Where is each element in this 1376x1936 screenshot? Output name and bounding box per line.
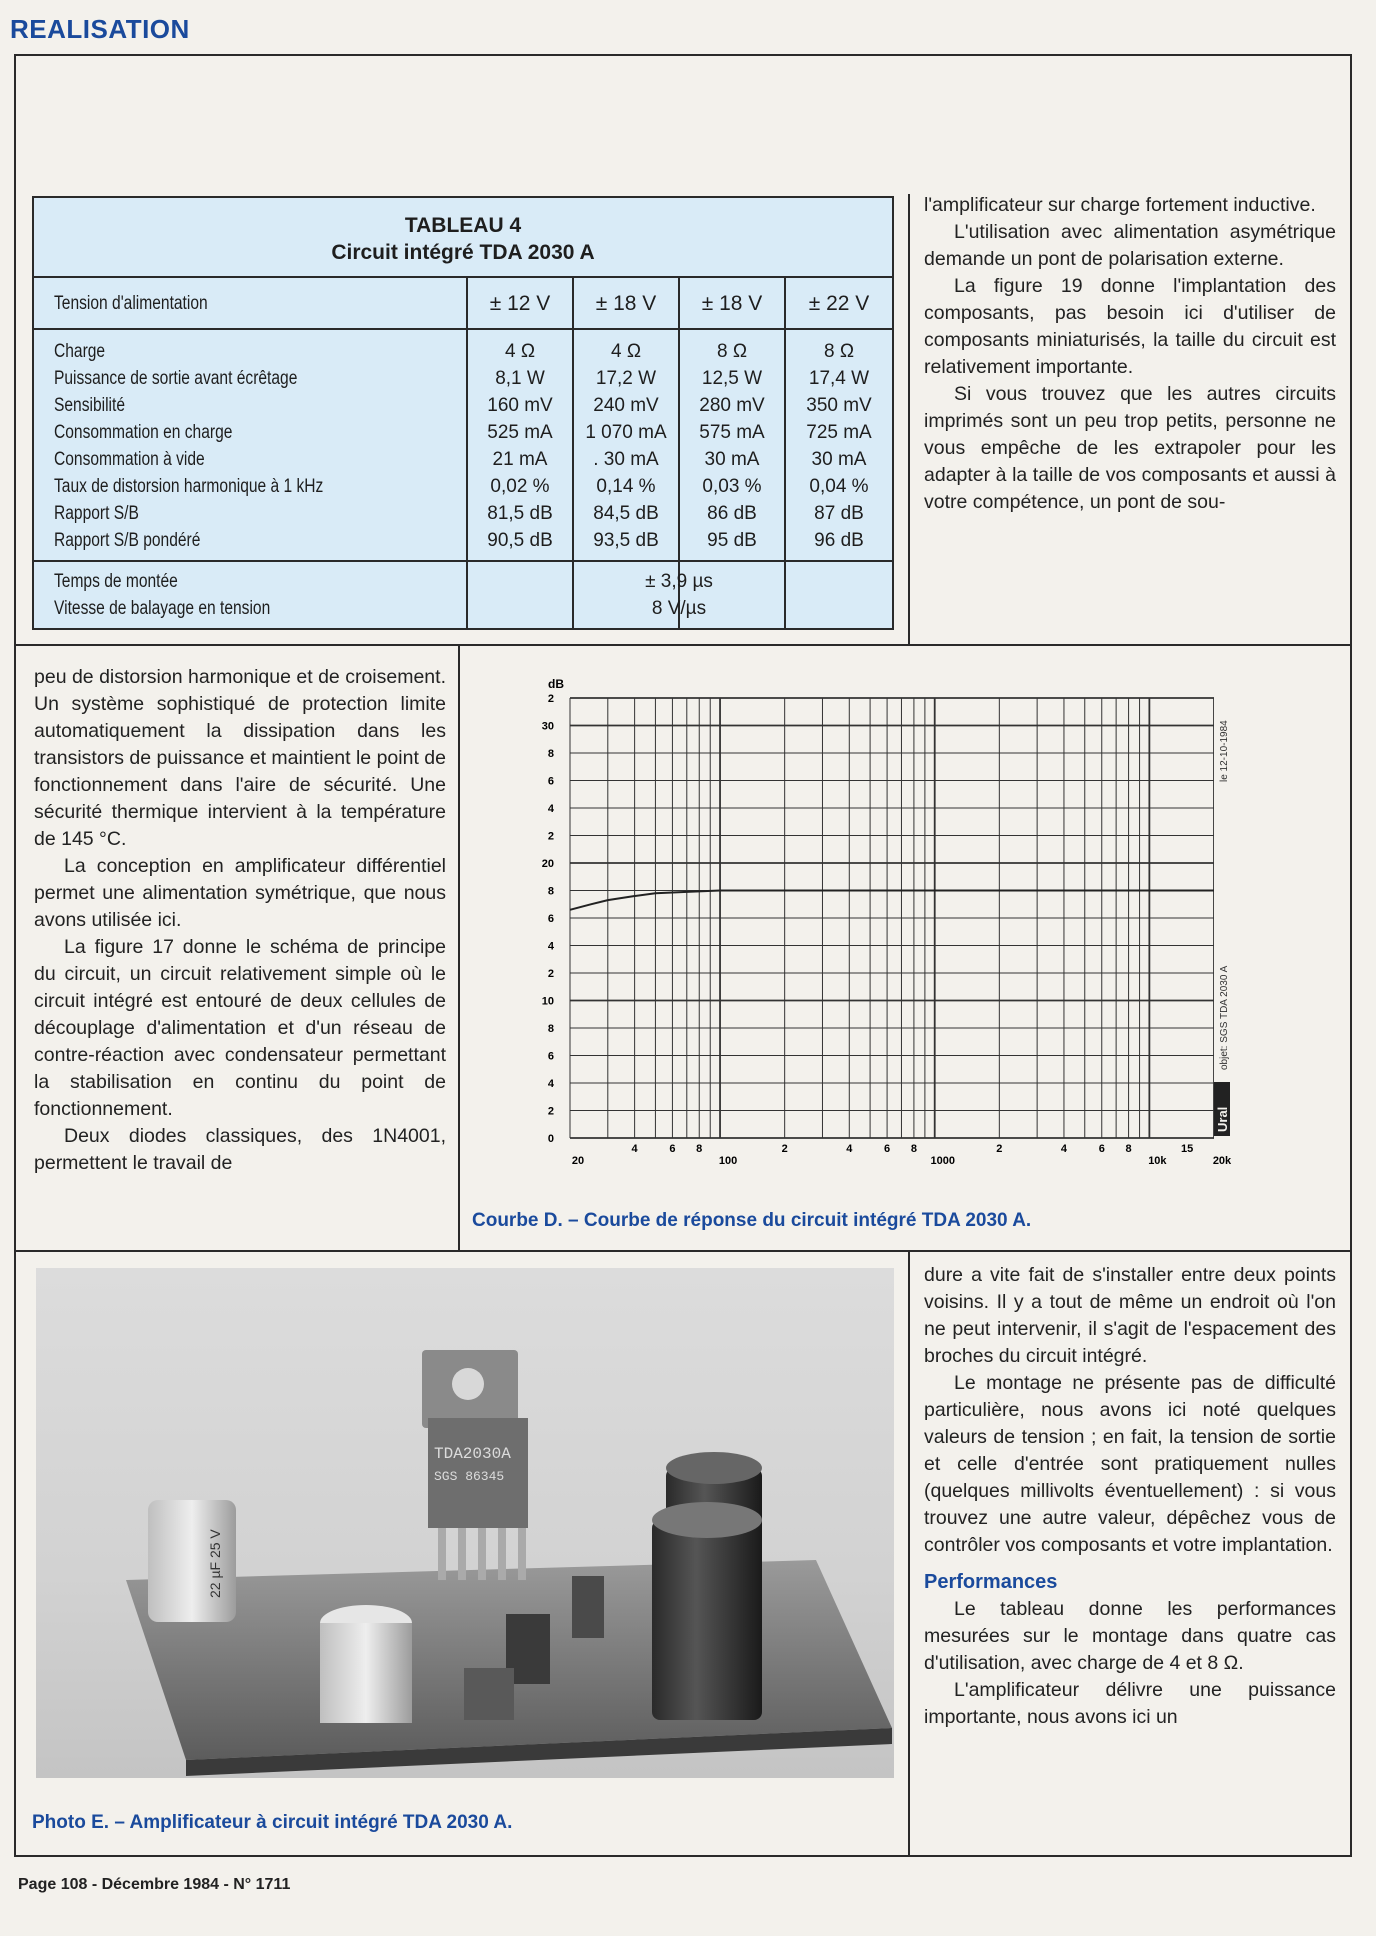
divider-middle	[14, 1250, 1352, 1252]
amplifier-photo-drawing	[36, 1268, 894, 1778]
table-row-label: Puissance de sortie avant écrêtage	[54, 368, 298, 389]
y-tick-label: 4	[547, 1078, 554, 1090]
table-cell: 575 mA	[699, 422, 765, 443]
side-label-object: objet: SGS TDA 2030 A	[1219, 965, 1230, 1070]
divider-v-top	[908, 194, 910, 644]
table-cell: 0,03 %	[702, 476, 762, 497]
table-row-label: Temps de montée	[54, 571, 178, 592]
section-heading-performances: Performances	[924, 1571, 1058, 1593]
amplifier-photo	[36, 1268, 894, 1778]
table-row-label: Charge	[54, 341, 106, 362]
x-tick-label: 6	[669, 1143, 676, 1155]
chart-caption: Courbe D. – Courbe de réponse du circuit intégré TDA 2030 A.	[472, 1210, 1032, 1231]
x-tick-label: 8	[910, 1143, 917, 1155]
table-row-label: Consommation à vide	[54, 449, 205, 470]
y-tick-label: 2	[547, 693, 554, 705]
x-tick-label: 15	[1181, 1143, 1194, 1155]
small-component	[464, 1668, 514, 1720]
text-column-right-top	[924, 192, 1336, 516]
side-label-date: le 12-10-1984	[1219, 720, 1230, 782]
y-tick-label: 8	[547, 748, 554, 760]
y-tick-label: 6	[547, 913, 554, 925]
y-tick-label: 2	[547, 1105, 554, 1118]
paragraph: L'amplificateur délivre une puissance importante, nous avons ici un	[924, 1679, 1336, 1728]
paragraph: Si vous trouvez que les autres circuits imprimés sont un peu trop petits, personne ne vous empêche de les extrapoler pour les adapter à la taille de vos composants et aussi à votre compétence, un pont de sou-	[924, 383, 1336, 513]
table-cell: 725 mA	[806, 422, 872, 443]
x-tick-label: 100	[718, 1155, 738, 1167]
capacitor-film	[320, 1623, 412, 1723]
table-col-header: ± 12 V	[489, 292, 551, 315]
capacitor-text: 22 µF 25 V	[207, 1529, 223, 1598]
paragraph: La conception en amplificateur différentiel permet une alimentation symétrique, que nous avons utilisée ici.	[34, 855, 446, 931]
y-tick-label: 8	[547, 885, 554, 898]
table-row-label: Consommation en charge	[54, 422, 233, 443]
x-tick-label: 20k	[1212, 1155, 1232, 1167]
chip-text: TDA2030A	[434, 1445, 511, 1463]
table-cell: 160 mV	[487, 395, 553, 416]
paragraph: Le tableau donne les performances mesurées sur le montage dans quatre cas d'utilisation, avec charge de 4 et 8 Ω.	[924, 1598, 1336, 1674]
y-tick-label: 6	[547, 775, 554, 788]
x-tick-label: 2	[996, 1143, 1003, 1155]
table-cell: . 30 mA	[593, 449, 659, 470]
table-col-header: ± 18 V	[595, 292, 657, 315]
table-title: TABLEAU 4	[404, 214, 522, 237]
table-cell: 30 mA	[811, 449, 867, 470]
y-tick-label: 20	[541, 858, 554, 870]
table-cell: 240 mV	[593, 395, 659, 416]
table-cell: 8 Ω	[823, 341, 855, 362]
table-row-label: Taux de distorsion harmonique à 1 kHz	[54, 476, 324, 497]
table-col-header: ± 22 V	[808, 292, 870, 315]
text-column-left-mid	[34, 664, 446, 1177]
y-tick-label: 10	[541, 995, 554, 1008]
table-cell: 95 dB	[707, 530, 757, 551]
table-cell: 0,02 %	[490, 476, 550, 497]
table-row-label: Sensibilité	[54, 395, 126, 416]
table-cell: 93,5 dB	[593, 530, 659, 551]
table-row-label: Rapport S/B pondéré	[54, 530, 201, 551]
x-tick-label: 4	[631, 1143, 638, 1155]
y-tick-label: 4	[547, 803, 554, 815]
y-tick-label: 30	[541, 720, 554, 733]
table-cell: 280 mV	[699, 395, 765, 416]
x-tick-label: 4	[846, 1143, 853, 1155]
x-tick-label: 8	[1125, 1143, 1132, 1155]
table-cell: ± 3,9 µs	[645, 571, 713, 592]
x-tick-label: 10k	[1148, 1155, 1167, 1167]
text-column-right-bottom	[924, 1262, 1336, 1731]
section-header: REALISATION	[10, 14, 190, 44]
x-tick-label: 6	[1098, 1143, 1105, 1155]
chart-grid	[570, 698, 1214, 1138]
table-cell: 81,5 dB	[487, 503, 553, 524]
divider-v-mid	[458, 644, 460, 1250]
table-cell: 30 mA	[704, 449, 760, 470]
y-tick-label: 2	[547, 830, 554, 843]
chart-x-ticks	[572, 1143, 1232, 1167]
y-tick-label: 8	[547, 1023, 554, 1035]
logo-text: Ural	[1215, 1106, 1230, 1132]
page-footer: Page 108 - Décembre 1984 - N° 1711	[18, 1876, 291, 1893]
capacitor-electrolytic	[652, 1520, 762, 1720]
table-cell: 1 070 mA	[585, 422, 667, 443]
table-cell: 90,5 dB	[487, 530, 553, 551]
table-cell: 17,2 W	[595, 368, 657, 389]
paragraph: Deux diodes classiques, des 1N4001, permettent le travail de	[34, 1125, 446, 1174]
paragraph: La figure 19 donne l'implantation des composants, pas besoin ici d'utiliser de composants miniaturisés, la taille du circuit est relativement importante.	[924, 275, 1336, 378]
paragraph: peu de distorsion harmonique et de croisement. Un système sophistiqué de protection limite automatiquement la dissipation dans les transistors de puissance et maintient le point de fonctionnement dans l'aire de sécurité. Une sécurité thermique intervient à la température de 145 °C.	[34, 666, 446, 850]
table-4	[32, 196, 894, 630]
table-cell: 84,5 dB	[593, 503, 659, 524]
x-tick-label: 8	[696, 1143, 703, 1155]
table-col-header: ± 18 V	[701, 292, 763, 315]
photo-caption: Photo E. – Amplificateur à circuit intégré TDA 2030 A.	[32, 1812, 513, 1833]
divider-top	[14, 644, 1352, 646]
table-cell: 12,5 W	[701, 368, 763, 389]
table-cell: 525 mA	[487, 422, 553, 443]
table-subtitle: Circuit intégré TDA 2030 A	[331, 241, 595, 264]
table-cell: 350 mV	[806, 395, 872, 416]
response-curve-chart	[470, 672, 1330, 1192]
y-tick-label: 6	[547, 1050, 554, 1063]
y-tick-label: 4	[547, 940, 554, 953]
table-header-label: Tension d'alimentation	[54, 293, 208, 314]
paragraph: L'utilisation avec alimentation asymétrique demande un pont de polarisation externe.	[924, 221, 1336, 270]
x-tick-label: 6	[884, 1143, 891, 1155]
table-cell: 0,04 %	[809, 476, 869, 497]
table-cell: 8,1 W	[495, 368, 545, 389]
y-tick-label: 0	[547, 1133, 554, 1145]
chart-y-ticks	[542, 693, 555, 1145]
table-row-label: Vitesse de balayage en tension	[54, 598, 271, 619]
table-cell: 96 dB	[814, 530, 864, 551]
paragraph: La figure 17 donne le schéma de principe du circuit, un circuit relativement simple où le circuit intégré est entouré de deux cellules de découplage d'alimentation et d'un réseau de contre-réaction avec condensateur permettant la stabilisation en continu du point de fonctionnement.	[34, 936, 446, 1120]
table-cell: 17,4 W	[808, 368, 870, 389]
divider-v-bottom	[908, 1250, 910, 1856]
paragraph: dure a vite fait de s'installer entre deux points voisins. Il y a tout de même un endroit où l'on ne peut intervenir, il s'agit de l'espacement des broches du circuit intégré.	[924, 1264, 1336, 1367]
row-sep	[34, 560, 892, 562]
table-title-block	[34, 198, 892, 278]
x-tick-label: 1000	[930, 1155, 955, 1167]
paragraph: l'amplificateur sur charge fortement inductive.	[924, 194, 1316, 216]
table-cell: 8 V/µs	[651, 598, 707, 619]
table-cell: 86 dB	[707, 503, 757, 524]
small-component	[572, 1576, 604, 1638]
y-axis-label: dB	[548, 677, 564, 691]
table-cell: 0,14 %	[596, 476, 656, 497]
table-cell: 21 mA	[492, 449, 548, 470]
table-cell: 87 dB	[814, 503, 864, 524]
table-row-label: Rapport S/B	[54, 503, 139, 524]
table-cell: 4 Ω	[504, 341, 536, 362]
paragraph: Le montage ne présente pas de difficulté particulière, nous avons ici noté quelques valeurs de tension ; en fait, la tension de sortie et celle d'entrée sont pratiquement nulles (quelques millivolts éventuellement) : si vous trouvez une autre valeur, dépêchez vous de contrôler vos composants et votre implantation.	[924, 1372, 1336, 1556]
x-tick-label: 2	[781, 1143, 788, 1155]
table-cell: 4 Ω	[610, 341, 642, 362]
table-cell: 8 Ω	[716, 341, 748, 362]
y-tick-label: 2	[547, 968, 554, 980]
x-tick-label: 4	[1060, 1143, 1068, 1155]
row-sep	[34, 328, 892, 330]
chart-series-line	[570, 891, 1214, 910]
chip-code: SGS 86345	[434, 1469, 505, 1484]
x-tick-label: 20	[571, 1155, 585, 1167]
